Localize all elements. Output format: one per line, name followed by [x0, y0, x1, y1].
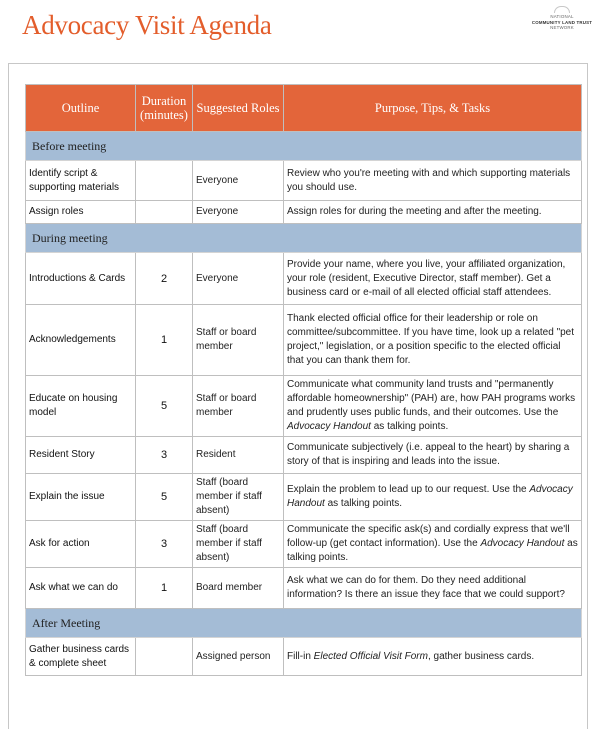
roles-cell: Assigned person	[193, 638, 284, 676]
purpose-text: , gather business cards.	[427, 650, 535, 662]
purpose-text: Thank elected official office for their leadership or role on committee/subcommittee. If you have time, look up a related "pet project," legislation, or a position specific to the elected official that you can thank them for.	[287, 313, 575, 366]
outline-cell: Acknowledgements	[26, 305, 136, 376]
roles-cell: Everyone	[193, 201, 284, 224]
outline-cell: Gather business cards & complete sheet	[26, 638, 136, 676]
outline-cell: Explain the issue	[26, 474, 136, 521]
table-row	[26, 521, 582, 568]
purpose-cell	[284, 201, 582, 224]
duration-cell: 3	[136, 437, 193, 474]
table-row	[26, 201, 582, 224]
section-row	[26, 132, 582, 161]
purpose-text: as talking points.	[370, 421, 449, 432]
table-row	[26, 253, 582, 305]
section-title: After Meeting	[26, 609, 582, 638]
roles-cell: Staff or board member	[193, 376, 284, 437]
outline-cell: Identify script & supporting materials	[26, 161, 136, 201]
purpose-text: Fill-in	[287, 650, 314, 662]
table-row	[26, 568, 582, 609]
outline-cell: Assign roles	[26, 201, 136, 224]
duration-cell	[136, 201, 193, 224]
table-row	[26, 161, 582, 201]
table-row	[26, 305, 582, 376]
section-row	[26, 224, 582, 253]
outline-cell: Ask what we can do	[26, 568, 136, 609]
section-title: Before meeting	[26, 132, 582, 161]
purpose-emphasis: Elected Official Visit Form	[313, 650, 428, 662]
logo-line-1: NATIONAL	[550, 14, 574, 19]
roles-cell: Staff (board member if staff absent)	[193, 474, 284, 521]
purpose-cell	[284, 305, 582, 376]
purpose-cell	[284, 253, 582, 305]
header-roles: Suggested Roles	[193, 85, 284, 132]
table-row	[26, 437, 582, 474]
duration-cell: 3	[136, 521, 193, 568]
outline-cell: Resident Story	[26, 437, 136, 474]
outline-cell: Ask for action	[26, 521, 136, 568]
purpose-emphasis: Advocacy Handout	[287, 484, 573, 509]
duration-cell	[136, 638, 193, 676]
agenda-body	[26, 132, 582, 676]
agenda-table	[25, 84, 582, 676]
organization-logo	[530, 6, 594, 36]
purpose-cell	[284, 568, 582, 609]
roles-cell: Everyone	[193, 253, 284, 305]
table-header-row	[26, 85, 582, 132]
table-row	[26, 474, 582, 521]
duration-cell: 5	[136, 376, 193, 437]
purpose-cell	[284, 521, 582, 568]
header-duration: Duration (minutes)	[136, 85, 193, 132]
roles-cell: Staff (board member if staff absent)	[193, 521, 284, 568]
header-purpose: Purpose, Tips, & Tasks	[284, 85, 582, 132]
duration-cell: 5	[136, 474, 193, 521]
roles-cell: Resident	[193, 437, 284, 474]
duration-cell: 2	[136, 253, 193, 305]
purpose-text: Assign roles for during the meeting and after the meeting.	[287, 206, 542, 217]
section-row	[26, 609, 582, 638]
purpose-text: as talking points.	[287, 538, 578, 563]
outline-cell: Introductions & Cards	[26, 253, 136, 305]
purpose-emphasis: Advocacy Handout	[287, 421, 371, 432]
table-row	[26, 376, 582, 437]
purpose-text: Ask what we can do for them. Do they need additional information? Is there an issue they face that we could support?	[287, 575, 565, 600]
purpose-text: Provide your name, where you live, your affiliated organization, your role (resident, Executive Director, staff member). Get a business card or e-mail of all elected official staff attendees.	[287, 258, 566, 298]
duration-cell	[136, 161, 193, 201]
purpose-emphasis: Advocacy Handout	[480, 538, 565, 549]
document-title: Advocacy Visit Agenda	[22, 10, 272, 40]
purpose-text: as talking points.	[324, 498, 403, 509]
header-outline: Outline	[26, 85, 136, 132]
purpose-cell	[284, 474, 582, 521]
roles-cell: Board member	[193, 568, 284, 609]
duration-cell: 1	[136, 568, 193, 609]
purpose-cell	[284, 638, 582, 676]
duration-cell: 1	[136, 305, 193, 376]
purpose-text: Communicate subjectively (i.e. appeal to the heart) by sharing a story of that is inspiring and leads into the issue.	[287, 442, 570, 467]
table-row	[26, 638, 582, 676]
purpose-cell	[284, 437, 582, 474]
logo-line-2: COMMUNITY LAND TRUST	[531, 19, 593, 25]
purpose-text: Communicate what community land trusts and "permanently affordable homeownership" (PAH) are, how PAH programs works and prudently uses public funds, and their outcomes. Use the	[287, 379, 576, 418]
purpose-text: Review who you're meeting with and which supporting materials you should use.	[287, 167, 571, 193]
purpose-text: Explain the problem to lead up to our request. Use the	[287, 484, 530, 495]
roles-cell: Everyone	[193, 161, 284, 201]
outline-cell: Educate on housing model	[26, 376, 136, 437]
logo-line-3: NETWORK	[550, 25, 574, 31]
section-title: During meeting	[26, 224, 582, 253]
purpose-text: Communicate the specific ask(s) and cordially express that we'll follow-up (get contact information). Use the	[287, 524, 570, 549]
purpose-cell	[284, 161, 582, 201]
purpose-cell	[284, 376, 582, 437]
logo-mark-icon	[554, 6, 570, 13]
roles-cell: Staff or board member	[193, 305, 284, 376]
